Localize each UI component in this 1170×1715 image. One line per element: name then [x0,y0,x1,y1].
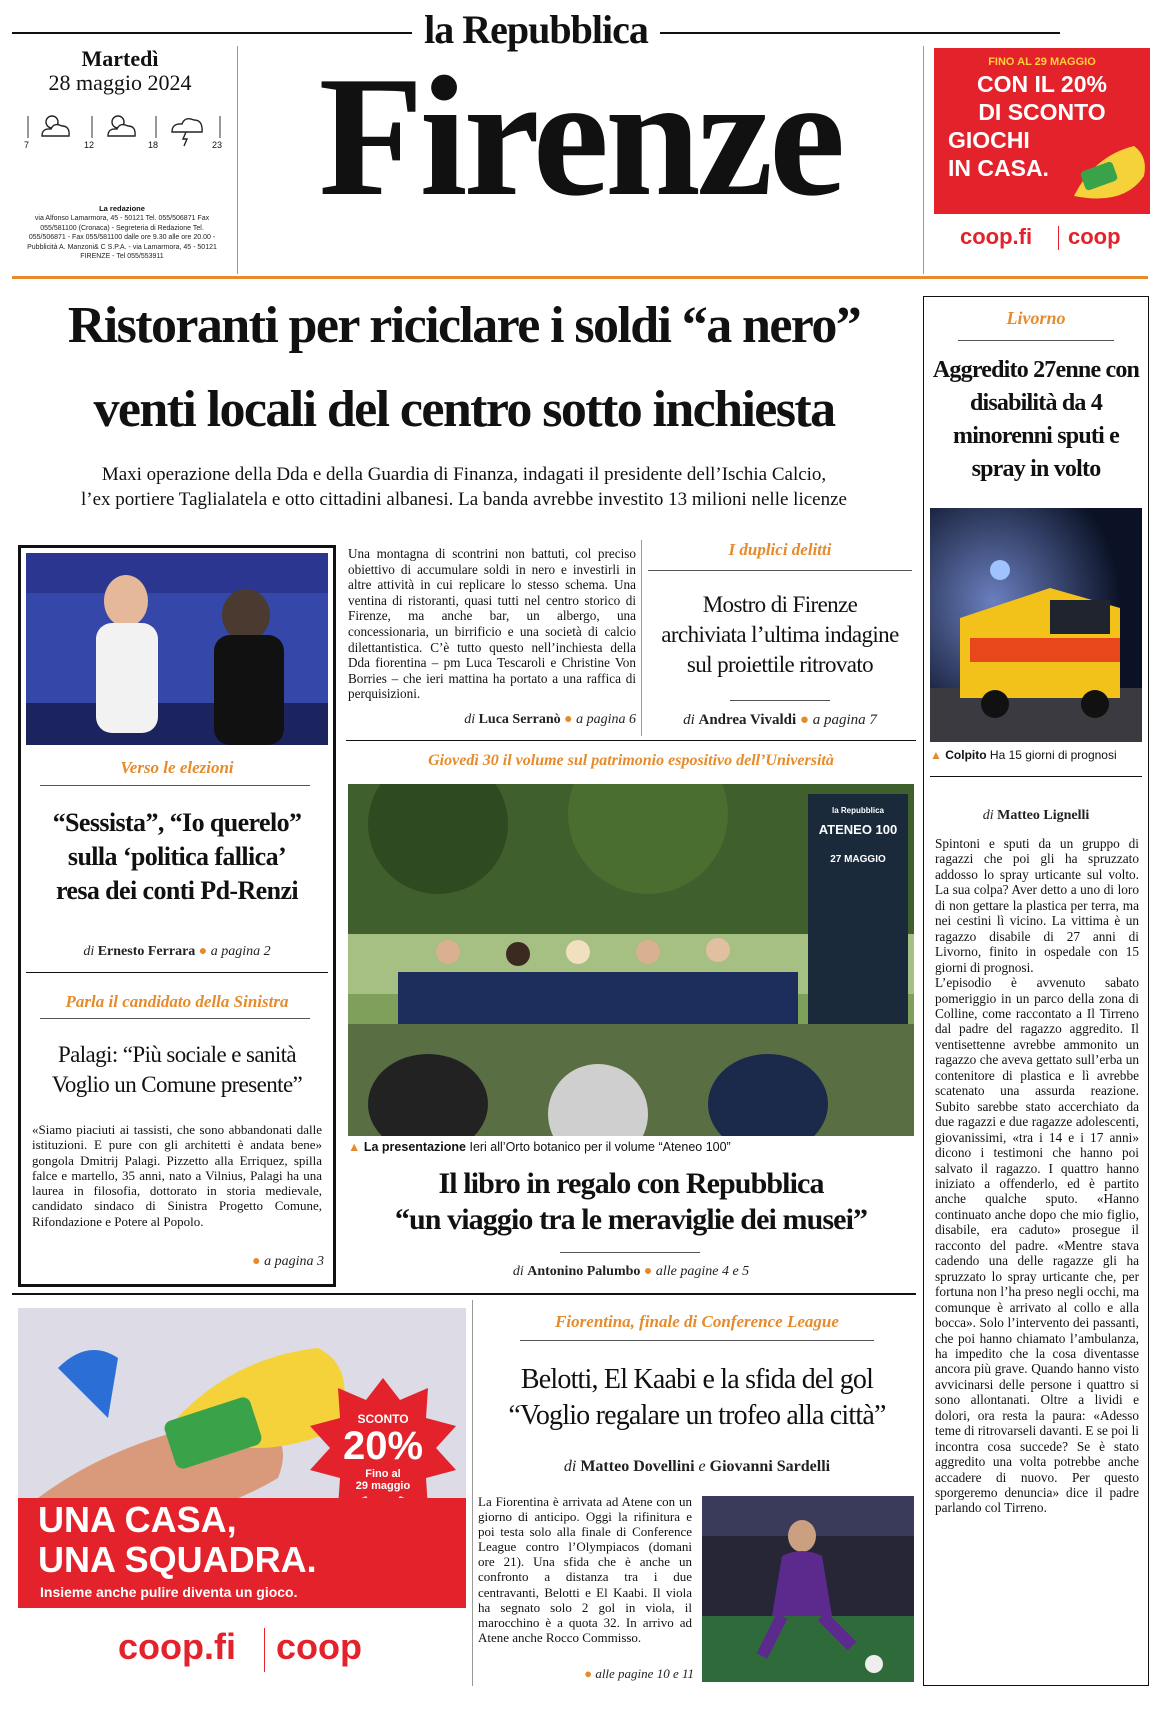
sinistra-kicker-rule [40,1018,310,1019]
storm-icon [172,119,202,146]
weather-high-3: 23 [212,140,223,150]
bottom-column-divider [472,1300,473,1686]
fiorentina-kicker: Fiorentina, finale di Conference League [555,1312,839,1331]
ad-top-brand-coop: coop [1068,224,1121,249]
date-full: 28 maggio 2024 [48,70,192,95]
masthead-rule-right [660,32,1060,34]
ad-bottom-line2: UNA SQUADRA. [38,1539,317,1580]
livorno-caption [930,748,1146,762]
ad-top-brand-divider [1058,226,1059,250]
left-box-separator [26,972,328,973]
ad-bottom-line1: UNA CASA, [38,1499,237,1540]
sinistra-body: «Siamo piaciuti ai tassisti, che sono abbandonati dalle istituzioni. E pure con gli architetti è andata bene» gongola Dmitrij Palagi. Pizzetto alla Erriquez, spilla falce e martello, 35 anni, nato a Vilnius, Palagi ha una laurea in filosofia, dottorato in storia medievale, candidato sindaco di Sinistra Progetto Comune, Rifondazione e Potere al Popolo. [32,1122,322,1229]
edition-title[interactable]: Firenze [318,42,842,232]
elezioni-title-line3[interactable]: resa dei conti Pd-Renzi [55,876,299,905]
ateneo-caption-bold: La presentazione [363,1140,466,1154]
bullet-dot-icon: ● [643,1264,653,1279]
delitti-page-ref[interactable]: a pagina 7 [812,712,877,728]
main-headline-line1[interactable]: Ristoranti per riciclare i soldi “a nero” [67,297,861,354]
ateneo-byline-rule [560,1252,700,1253]
ateneo-caption [348,1140,914,1154]
livorno-caption-rule [930,776,1142,777]
sinistra-kicker: Parla il candidato della Sinistra [65,992,289,1011]
fiorentina-title-line2[interactable]: “Voglio regalare un trofeo alla città” [508,1400,886,1431]
delitti-author[interactable]: Andrea Vivaldi [698,712,797,728]
livorno-author[interactable]: Matteo Lignelli [997,808,1090,823]
ad-bottom-badge-bottom2: 29 maggio [355,1480,411,1492]
weather-icons [24,110,224,156]
renzi-photo [26,553,328,745]
fiorentina-byline [476,1458,918,1476]
elezioni-byline [24,944,330,960]
renzi-photo-scene-icon [26,553,328,745]
football-photo [702,1496,914,1682]
fiorentina-body: La Fiorentina è arrivata ad Atene con un giorno di anticipo. Oggi la rifinitura e poi testa solo alla finale di Conference League contro l’Olympiacos (domani ore 21). Una sfida che è anche un confronto a distanza tra i due centravanti, Belotti e El Kaabi. Il viola ha segnato solo 2 gol in viola, il marocchino è a quota 32. In arrivo ad Atene anche Rocco Commisso. [478,1494,692,1645]
ateneo-banner-date: 27 MAGGIO [830,854,886,865]
ateneo-title-line2[interactable]: “un viaggio tra le meraviglie dei musei” [394,1203,868,1236]
delitti-kicker-rule [648,570,912,571]
elezioni-kicker: Verso le elezioni [120,758,234,777]
sinistra-title-line2[interactable]: Voglio un Comune presente” [51,1072,303,1097]
ateneo-author[interactable]: Antonino Palumbo [527,1264,641,1279]
ad-top-line4: IN CASA. [948,155,1049,181]
ad-top-line1: CON IL 20% [977,71,1107,97]
delitti-title-line3[interactable]: sul proiettile ritrovato [686,652,874,677]
ad-bottom-brand-coopfi: coop.fi [118,1626,236,1667]
sun-cloud-icon [42,116,69,136]
bullet-dot-icon: ● [198,944,208,959]
ad-top-line3: GIOCHI [948,127,1030,153]
byline-prefix: di [512,1264,524,1279]
ad-bottom[interactable] [18,1308,466,1686]
ad-top-small: FINO AL 29 MAGGIO [988,56,1096,68]
fiorentina-page-byline [478,1666,694,1682]
caption-triangle-icon: ▲ [348,1140,361,1154]
ad-bottom-badge-top: SCONTO [357,1412,409,1426]
center-column-divider [641,540,642,736]
ateneo-photo [348,784,914,1136]
fiorentina-author-2[interactable]: Giovanni Sardelli [709,1458,831,1475]
ad-bottom-tagline: Insieme anche pulire diventa un gioco. [40,1584,298,1600]
fiorentina-kicker-rule [520,1340,874,1341]
redazione-text: via Alfonso Lamarmora, 45 - 50121 Tel. 055/506871 Fax 055/581100 (Cronaca) - Segreteria di Redazione Tel. 055/506871 - Fax 055/581100 dalle ore 9.30 alle ore 20.00 - Pubblicità A. Manzoni& C S.P.A. - via Lamarmora, 45 - 50121 FIRENZE - Tel 055/553911 [27,215,217,260]
delitti-title-line1[interactable]: Mostro di Firenze [702,592,858,617]
fiorentina-page-ref[interactable]: alle pagine 10 e 11 [595,1666,694,1681]
main-summary-line1: Maxi operazione della Dda e della Guardia di Finanza, indagati il presidente dell’Ischia Calcio, [101,464,827,485]
center-section-rule [346,740,916,741]
ad-top-brand-coopfi: coop.fi [960,224,1033,249]
main-page-ref[interactable]: a pagina 6 [576,712,636,727]
ateneo-title-line1[interactable]: Il libro in regalo con Repubblica [438,1167,824,1200]
livorno-kicker: Livorno [1006,308,1066,328]
livorno-byline [930,808,1142,824]
main-body: Una montagna di scontrini non battuti, col preciso obiettivo di accumulare soldi in nero e investirli in altre attività in cui replicare lo stesso schema. Una ventina di ristoranti, quasi tutti nel centro storico di Firenze, ma anche bar, un albergo, una concessionaria, un birrificio e una società di calcio dilettantistica. C’è tutto questo nell’inchiesta della Dda fiorentina – pm Luca Tescaroli e Christine Von Borries – che ieri mattina ha portato a una raffica di perquisizioni. [348,546,636,702]
ateneo-banner-title: ATENEO 100 [818,822,898,837]
livorno-kicker-rule [958,340,1114,341]
weather-low: 7 [24,140,30,150]
delitti-byline [646,712,914,729]
lower-section-rule [12,1293,916,1295]
bullet-dot-icon: ● [799,712,809,728]
main-summary-line2: l’ex portiere Taglialatela e otto cittadini albanesi. La banda avrebbe investito 13 milioni nelle licenze [81,489,847,510]
ateneo-kicker: Giovedì 30 il volume sul patrimonio espositivo dell’Università [428,752,834,769]
ad-bottom-brand-divider [264,1628,265,1672]
date-day: Martedì [81,46,159,71]
ambulance-scene-icon [930,508,1142,742]
main-headline-line2[interactable]: venti locali del centro sotto inchiesta [93,381,835,438]
main-byline [348,712,636,728]
livorno-caption-text: Ha 15 giorni di prognosi [989,748,1117,762]
fiorentina-author-1[interactable]: Matteo Dovellini [580,1458,695,1475]
sinistra-byline [24,1254,324,1270]
newspaper-logo[interactable]: la Repubblica [424,7,648,52]
ad-top[interactable] [934,48,1150,258]
weather-high-2: 18 [148,140,159,150]
byline-prefix: di [464,712,476,727]
elezioni-kicker-rule [40,785,310,786]
ad-bottom-badge-bottom1: Fino al [365,1468,401,1480]
weather-high-1: 12 [84,140,95,150]
fiorentina-title-line1[interactable]: Belotti, El Kaabi e la sfida del gol [520,1364,874,1395]
ambulance-photo [930,508,1142,742]
caption-triangle-icon: ▲ [930,748,942,762]
byline-prefix: di [982,808,994,823]
glove-sponge-icon [1064,136,1148,210]
livorno-caption-bold: Colpito [945,748,987,762]
sinistra-page-ref[interactable]: a pagina 3 [264,1254,324,1269]
livorno-title[interactable]: Aggredito 27enne con disabilità da 4 minorenni sputi e spray in volto [932,357,1140,482]
ad-bottom-badge-pct: 20% [342,1424,424,1468]
weather-strip [24,110,224,156]
ateneo-byline [346,1264,916,1280]
livorno-body: Spintoni e sputi da un gruppo di ragazzi che poi gli ha spruzzato addosso lo spray urticante sul volto. La sua colpa? Aver detto a uno di loro di non gettare la plastica per terra, ma nei cestini lì vicino. La vittima è un ragazzo disabile di 27 anni di Livorno, finito in ospedale con 15 giorni di prognosi. L’episodio è avvenuto sabato pomeriggio in un parco della zona di Colline, come raccontato a Il Tirreno dal padre del ragazzo aggredito. Il ventisettenne avrebbe ammonito un ragazzo che aveva gettato sull’erba un contenitore di plastica e lì avrebbe scatenato una assurda reazione. Subito sarebbe stato accerchiato da due ragazzi e due ragazze adolescenti, giovanissimi, «tra i 14 e i 17 anni» dicono i testimoni che hanno poi salvato il ragazzo. I quattro hanno iniziato a offenderlo, ed è partito anche qualche sputo. «Hanno continuato anche dopo che mio figlio, disabile, era caduto» prosegue il racconto del padre. «Mentre stava cadendo una delle ragazze gli ha spruzzato lo spray urticante che, per fortuna non l’ha preso negli occhi, ma comunque è arrivato al collo e alla bocca». Solo l’intervento dei passanti, che poi hanno chiamato l’ambulanza, ha impedito che la cosa diventasse ancora più grave. Quando hanno visto avvicinarsi delle persone i quattro si sono allontanati. Oltre a lividi e dolori, ora resta la paura: «Adesso teme di ritrovarseli davanti. E se poi li incontra cosa succede? Se è stato aggredito una volta potrebbe anche accadere di nuovo. Per questo sporgeremo denuncia» dice il padre parlando col Tirreno. [935,836,1139,1516]
delitti-byline-rule [730,700,830,701]
masthead-divider-right [923,46,924,274]
byline-prefix: di [683,712,695,728]
ateneo-page-ref[interactable]: alle pagine 4 e 5 [655,1264,750,1279]
cloud-sun-icon [108,116,135,136]
delitti-title-line2[interactable]: archiviata l’ultima indagine [661,622,899,647]
ateneo-banner-logo: la Repubblica [831,806,884,815]
bullet-dot-icon: ● [584,1666,593,1681]
ad-bottom-brand-coop: coop [276,1626,362,1667]
byline-conjunction: e [698,1458,706,1475]
sinistra-title-line1[interactable]: Palagi: “Più sociale e sanità [57,1042,297,1067]
masthead-rule-left [12,32,412,34]
byline-prefix: di [83,944,95,959]
ateneo-caption-text: Ieri all’Orto botanico per il volume “Ateneo 100” [469,1140,731,1154]
main-author[interactable]: Luca Serranò [478,712,561,727]
elezioni-page-ref[interactable]: a pagina 2 [210,944,271,959]
byline-prefix: di [563,1458,577,1475]
football-scene-icon [702,1496,914,1682]
bullet-dot-icon: ● [252,1254,261,1269]
ad-top-line2: DI SCONTO [978,99,1106,125]
elezioni-author[interactable]: Ernesto Ferrara [97,944,196,959]
elezioni-title-line2[interactable]: sulla ‘politica fallica’ [67,842,287,871]
delitti-kicker: I duplici delitti [728,540,832,559]
bullet-dot-icon: ● [564,712,573,727]
redazione-title: La redazione [99,204,145,213]
masthead-divider-left [237,46,238,274]
masthead-orange-rule [12,276,1148,279]
elezioni-title-line1[interactable]: “Sessista”, “Io querelo” [52,808,302,837]
